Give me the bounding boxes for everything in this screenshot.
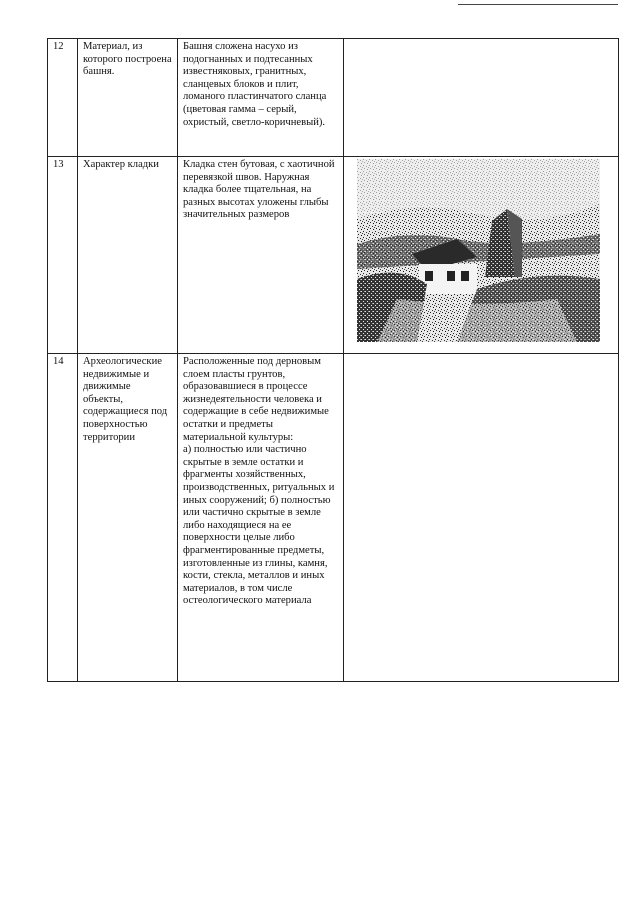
row-number: 14 — [48, 354, 78, 682]
row-label: Археологические недвижимые и движимые объекты, содержащиеся под поверхностью территории — [78, 354, 178, 682]
table-row — [48, 157, 619, 354]
row-image-cell — [344, 39, 619, 157]
row-number: 12 — [48, 39, 78, 157]
row-description: Кладка стен бутовая, с хаотичной перевязкой швов. Наружная кладка более тщательная, на разных высотах уложены глыбы значительных размеров — [178, 157, 344, 354]
row-image-cell — [344, 354, 619, 682]
tower-village-photo — [357, 159, 600, 342]
row-label: Характер кладки — [78, 157, 178, 354]
row-label: Материал, из которого построена башня. — [78, 39, 178, 157]
table-row — [48, 354, 619, 682]
table-row — [48, 39, 619, 157]
row-description: Башня сложена насухо из подогнанных и подтесанных известняковых, гранитных, сланцевых блоков и плит, ломаного пластинчатого сланца (цветовая гамма – серый, охристый, светло-коричневый). — [178, 39, 344, 157]
heritage-table — [47, 38, 619, 682]
row-image-cell — [344, 157, 619, 354]
row-description: Расположенные под дерновым слоем пласты грунтов, образовавшиеся в процессе жизнедеятельности человека и содержащие в себе недвижимые остатки и предметы материальной культуры: а) полностью или частично скрытые в земле остатки и фрагменты хозяйственных, производственных, ритуальных и иных сооружений; б) полностью или частично скрытые в земле либо находящиеся на ее поверхности целые либо фрагментированные предметы, изготовленные из глины, камня, кости, стекла, металлов и иных материалов, в том числе остеологического материала — [178, 354, 344, 682]
top-rule — [458, 4, 618, 5]
row-number: 13 — [48, 157, 78, 354]
